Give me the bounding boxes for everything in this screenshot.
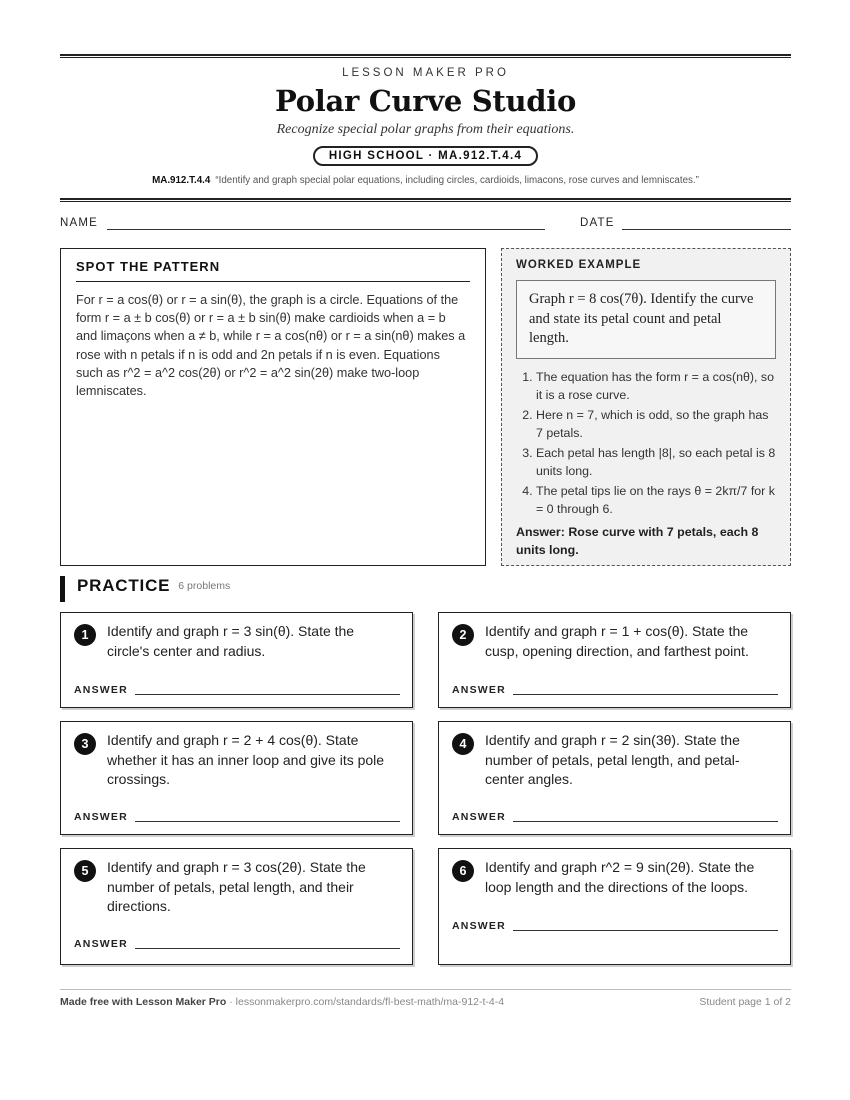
- worked-example-problem: Graph r = 8 cos(7θ). Identify the curve and state its petal count and petal length.: [516, 280, 776, 359]
- brand-name: LESSON MAKER PRO: [342, 67, 509, 79]
- practice-count: 6 problems: [178, 580, 231, 592]
- spot-pattern-text: For r = a cos(θ) or r = a sin(θ), the graph is a circle. Equations of the form r = a ± b cos(θ) or r = a ± b sin(θ) make cardioids when a = b and limaçons when a ≠ b, while r = a cos(nθ) or r = a sin(nθ) makes a rose with n petals if n is odd and 2n petals if n is even. Equations such as r^2 = a^2 cos(2θ) or r^2 = a^2 sin(2θ) make two-loop lemniscates.: [76, 293, 466, 399]
- worked-example-heading: WORKED EXAMPLE: [516, 259, 642, 271]
- answer-label: ANSWER: [452, 684, 506, 696]
- problem-number: 5: [74, 860, 96, 882]
- problem-card-5: [60, 848, 413, 965]
- answer-field[interactable]: [135, 694, 400, 695]
- standard-code: MA.912.T.4.4: [152, 175, 211, 186]
- name-label: NAME: [60, 217, 99, 229]
- answer-field[interactable]: [513, 821, 778, 822]
- name-field[interactable]: [107, 229, 545, 230]
- footer-made-with: Made free with Lesson Maker Pro: [60, 996, 227, 1008]
- problem-number: 6: [452, 860, 474, 882]
- date-field[interactable]: [622, 229, 791, 230]
- answer-field[interactable]: [513, 694, 778, 695]
- problem-number: 3: [74, 733, 96, 755]
- problem-number: 1: [74, 624, 96, 646]
- standard-text: “Identify and graph special polar equations, including circles, cardioids, limacons, rose curves and lemniscates.”: [215, 175, 699, 186]
- problem-text: Identify and graph r = 2 sin(3θ). State the number of petals, petal length, and petal-center angles.: [485, 732, 740, 787]
- problem-text: Identify and graph r = 2 + 4 cos(θ). State whether it has an inner loop and give its pole crossings.: [107, 732, 385, 787]
- worked-example-box: [501, 248, 791, 566]
- problem-card-3: [60, 721, 413, 835]
- page-subtitle: Recognize special polar graphs from their equations.: [276, 122, 575, 137]
- spot-the-pattern-box: [60, 248, 486, 566]
- answer-field[interactable]: [135, 821, 400, 822]
- problem-card-6: [438, 848, 791, 965]
- worked-step: 3. Each petal has length |8|, so each petal is 8 units long.: [536, 444, 776, 480]
- answer-field[interactable]: [513, 930, 778, 931]
- name-date-row: [60, 215, 791, 235]
- worked-example-steps: [516, 368, 776, 518]
- problem-text: Identify and graph r^2 = 9 sin(2θ). State the loop length and the directions of the loops.: [485, 859, 755, 895]
- standard-line: [60, 175, 791, 186]
- top-double-rule: [60, 54, 791, 58]
- page-footer: [60, 996, 791, 1008]
- problem-text: Identify and graph r = 3 cos(2θ). State the number of petals, petal length, and their directions.: [107, 859, 366, 914]
- worked-step: 2. Here n = 7, which is odd, so the graph has 7 petals.: [536, 406, 776, 442]
- spot-pattern-heading: SPOT THE PATTERN: [76, 259, 470, 282]
- problem-card-4: [438, 721, 791, 835]
- worked-step: 1. The equation has the form r = a cos(nθ), so it is a rose curve.: [536, 368, 776, 404]
- practice-heading: PRACTICE: [77, 576, 171, 595]
- problem-text: Identify and graph r = 1 + cos(θ). State the cusp, opening direction, and farthest point.: [485, 623, 749, 659]
- answer-label: ANSWER: [74, 811, 128, 823]
- answer-field[interactable]: [135, 948, 400, 949]
- level-badge: HIGH SCHOOL · MA.912.T.4.4: [313, 146, 538, 166]
- header-double-rule: [60, 198, 791, 202]
- problem-card-2: [438, 612, 791, 708]
- answer-label: ANSWER: [74, 938, 128, 950]
- page-title: Polar Curve Studio: [274, 84, 577, 118]
- footer-divider: [60, 989, 791, 990]
- problem-card-1: [60, 612, 413, 708]
- date-label: DATE: [580, 217, 615, 229]
- footer-url: · lessonmakerpro.com/standards/fl-best-math/ma-912-t-4-4: [229, 996, 505, 1008]
- worked-example-answer: Answer: Rose curve with 7 petals, each 8 units long.: [516, 524, 759, 557]
- problem-number: 4: [452, 733, 474, 755]
- answer-label: ANSWER: [452, 811, 506, 823]
- practice-heading-bar: [60, 576, 230, 602]
- answer-label: ANSWER: [452, 920, 506, 932]
- problem-number: 2: [452, 624, 474, 646]
- answer-label: ANSWER: [74, 684, 128, 696]
- footer-page-number: Student page 1 of 2: [699, 996, 791, 1008]
- problem-text: Identify and graph r = 3 sin(θ). State the circle's center and radius.: [107, 623, 355, 659]
- worked-step: 4. The petal tips lie on the rays θ = 2kπ/7 for k = 0 through 6.: [536, 482, 776, 518]
